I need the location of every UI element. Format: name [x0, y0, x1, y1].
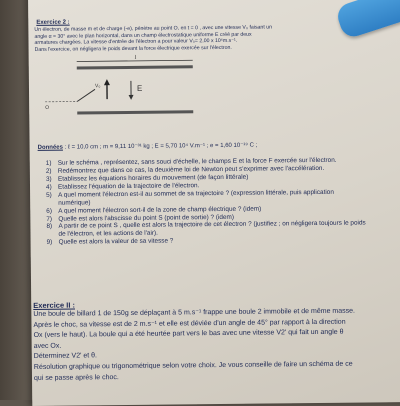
- question-number: 3): [46, 176, 58, 184]
- question-number: 8): [46, 223, 58, 238]
- question-number: 2): [46, 168, 58, 176]
- force-arrowhead: [104, 79, 110, 85]
- question-number: 4): [46, 184, 58, 192]
- question-number: 7): [46, 215, 58, 223]
- question-text: A quel moment l'électron est-il au sommet de sa trajectoire ? (expression littérale, puis application numérique): [58, 188, 366, 206]
- question-text: Redémontrez que dans ce cas, la deuxième loi de Newton peut s'exprimer avec l'accélération.: [58, 165, 324, 175]
- question-list: [46, 156, 367, 246]
- question-text: A quel moment l'électron sort-il de la zone de champ électrique ? (idem): [58, 205, 261, 215]
- statement-line: Après le choc, sa vitesse est de 2 m.s⁻¹ et elle est déviée d'un angle de 45° par rapport à la direction: [33, 317, 373, 331]
- question-text: A partir de ce point S , quelle est alors la trajectoire de cet électron ? (justifiez ; on négligera toujours le poids de l'électron, et les actions de l'air).: [58, 220, 366, 238]
- velocity-label: V₀: [95, 83, 100, 89]
- capacitor-diagram: [43, 54, 234, 126]
- origin-label: O: [45, 105, 49, 111]
- velocity-vector: [77, 89, 95, 101]
- exercise-2-statement: [33, 306, 374, 384]
- exercise-1-statement: [34, 24, 334, 54]
- statement-line: Un électron, de masse m et de charge (-e), pénètre au point O, en t = 0 , avec une vitesse V₀ faisant un: [34, 24, 334, 34]
- question-number: 5): [46, 192, 58, 207]
- given-data-label: Données: [38, 145, 63, 151]
- question-number: 1): [46, 160, 58, 168]
- bottom-plate: [77, 110, 193, 114]
- statement-line: avec Ox.: [34, 338, 374, 352]
- question-number: 6): [46, 207, 58, 215]
- question-text: Sur le schéma , représentez, sans souci d'échelle, le champs E et la force F exercée sur l'électron.: [58, 157, 337, 168]
- statement-line: Déterminez V2' et θ.: [34, 349, 374, 363]
- exercise-1-title: Exercice 2 :: [36, 20, 69, 26]
- statement-line: armatures chargées. La vitesse d'entrée de l'électron a pour valeur V₀= 2,00 x 10⁶m.s⁻¹.: [34, 37, 334, 47]
- worksheet-page: [28, 0, 400, 406]
- question-text: Etablissez l'équation de la trajectoire de l'électron.: [58, 182, 199, 191]
- given-data-values: : ℓ = 10,0 cm ; m = 9,11 10⁻³¹ kg ; E = 5,70 10⁴ V.m⁻¹ ; e = 1,60 10⁻¹⁹ C ;: [63, 143, 257, 151]
- field-label: E: [137, 84, 142, 93]
- statement-line: qui se passe après le choc.: [34, 370, 374, 384]
- given-data: [38, 140, 368, 150]
- exercise-2-title: Exercice II :: [33, 301, 75, 310]
- statement-line: Résolution graphique ou trigonométrique selon votre choix. Je vous conseille de faire un schéma de ce: [34, 359, 374, 373]
- question-text: Quelle est alors l'abscisse du point S (point de sortie) ? (idem): [58, 213, 234, 222]
- question-number: 9): [47, 239, 59, 247]
- statement-line: Dans l'exercice, on négligera le poids devant la force électrique exercée sur l'électron.: [35, 44, 335, 54]
- question-text: Etablissez les équations horaires du mouvement (de façon littérale): [58, 174, 248, 184]
- question-text: Quelle est alors la valeur de sa vitesse ?: [59, 238, 174, 247]
- length-label: l: [135, 55, 137, 61]
- top-plate: [77, 65, 193, 69]
- field-arrowhead: [129, 95, 134, 100]
- statement-line: angle α = 30° avec le plan horizontal, dans un champ électrostatique uniforme E créé par deux: [34, 30, 334, 40]
- statement-line: Ox (vers le haut). La boule qui a été heurtée part vers le bas avec une vitesse V2' qui fait un angle θ: [34, 328, 374, 342]
- statement-line: Une boule de billard 1 de 150g se déplaçant à 5 m.s⁻¹ frappe une boule 2 immobile et de même masse.: [33, 306, 373, 320]
